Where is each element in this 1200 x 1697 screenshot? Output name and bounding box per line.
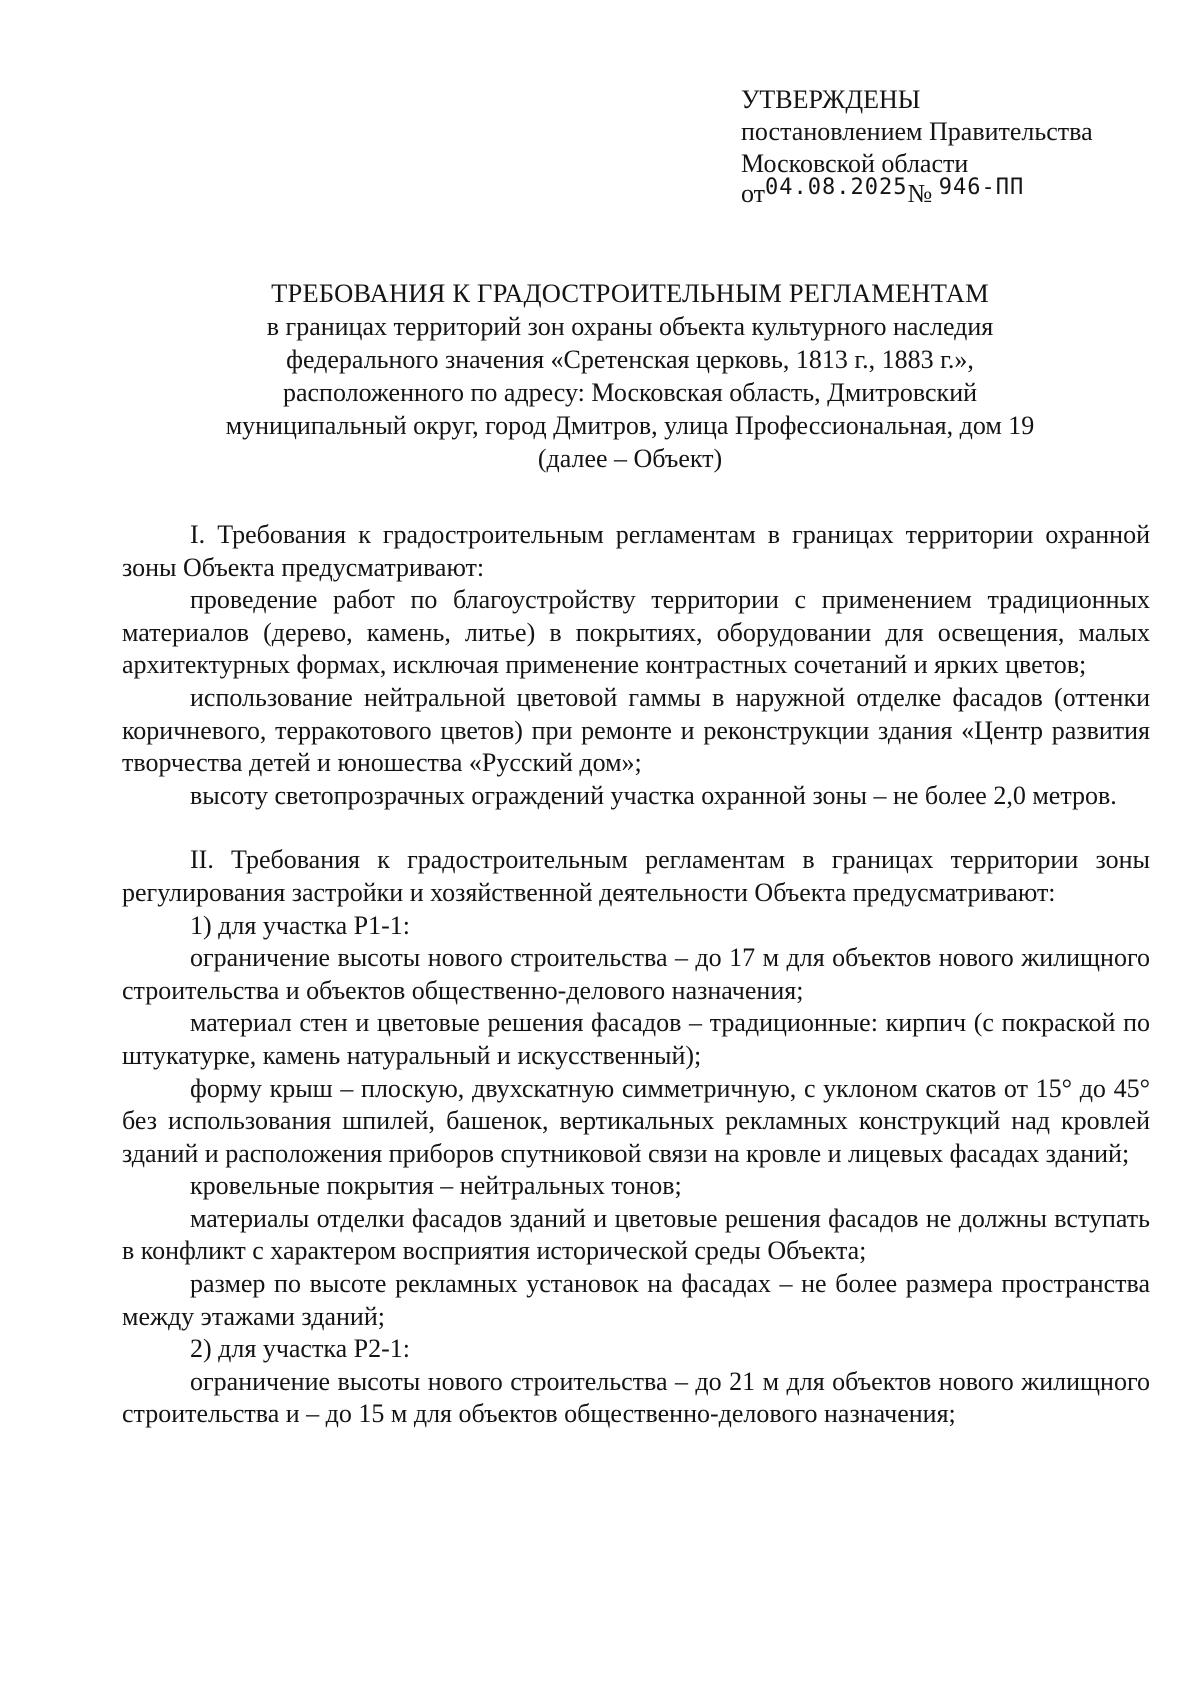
section-1-item-2: использование нейтральной цветовой гаммы в наружной отделке фасадов (оттенки коричневого, терракотового цветов) при ремонте и реконструкции здания «Центр развития творчества детей и юношества «Русский дом»;	[122, 682, 1150, 778]
approval-number: 946-ПП	[938, 175, 1025, 200]
section-1-item-3: высоту светопрозрачных ограждений участка охранной зоны – не более 2,0 метров.	[190, 780, 1117, 810]
subsection-1-item-2: материал стен и цветовые решения фасадов – традиционные: кирпич (с покраской по штукатурке, камень натуральный и искусственный);	[122, 1008, 1150, 1070]
document-title	[140, 277, 1120, 475]
approval-date-line	[741, 175, 1161, 212]
subsection-2-label: 2) для участка Р2-1:	[190, 1334, 410, 1364]
approval-line-1: постановлением Правительства	[741, 117, 1093, 146]
subsection-1-item-1: ограничение высоты нового строительства – до 17 м для объектов нового жилищного строительства и объектов общественно-делового назначения;	[122, 943, 1150, 1005]
subsection-1-item-4: кровельные покрытия – нейтральных тонов;	[190, 1171, 682, 1201]
number-sign: №	[907, 179, 933, 208]
title-line-5: (далее – Объект)	[537, 444, 723, 473]
section-1-heading: I. Требования к градостроительным регламентам в границах территории охранной зоны Объекта предусматривают:	[122, 520, 1150, 582]
approval-heading: УТВЕРЖДЕНЫ	[741, 85, 921, 114]
subsection-1-label: 1) для участка Р1-1:	[190, 910, 410, 940]
approval-stamp-block	[741, 84, 1161, 212]
date-prefix: от	[741, 179, 766, 208]
section-1-item-1: проведение работ по благоустройству территории с применением традиционных материалов (дерево, камень, литье) в покрытиях, оборудовании для освещения, малых архитектурных формах, исключая применение контрастных сочетаний и ярких цветов;	[122, 585, 1150, 680]
approval-line-2: Московской области	[741, 149, 969, 178]
subsection-1-item-6: размер по высоте рекламных установок на фасадах – не более размера пространства между этажами зданий;	[122, 1269, 1150, 1331]
subsection-1-item-3: форму крыш – плоскую, двухскатную симметричную, с уклоном скатов от 15° до 45° без использования шпилей, башенок, вертикальных рекламных конструкций над кровлей зданий и расположения приборов спутниковой связи на кровле и лицевых фасадах зданий;	[122, 1073, 1150, 1168]
subsection-2-item-1: ограничение высоты нового строительства – до 21 м для объектов нового жилищного строительства и – до 15 м для объектов общественно-делового назначения;	[122, 1366, 1150, 1429]
title-line-3: расположенного по адресу: Московская область, Дмитровский	[282, 378, 978, 407]
title-line-4: муниципальный округ, город Дмитров, улица Профессиональная, дом 19	[225, 411, 1035, 440]
title-heading: ТРЕБОВАНИЯ К ГРАДОСТРОИТЕЛЬНЫМ РЕГЛАМЕНТАМ	[271, 278, 989, 308]
section-spacer	[122, 812, 1150, 844]
title-line-2: федерального значения «Сретенская церковь, 1813 г., 1883 г.»,	[286, 345, 974, 374]
section-2-heading: II. Требования к градостроительным регламентам в границах территории зоны регулирования застройки и хозяйственной деятельности Объекта предусматривают:	[122, 845, 1150, 907]
document-body	[122, 519, 1150, 1431]
title-line-1: в границах территорий зон охраны объекта культурного наследия	[266, 312, 994, 341]
subsection-1-item-5: материалы отделки фасадов зданий и цветовые решения фасадов не должны вступать в конфликт с характером восприятия исторической среды Объекта;	[122, 1203, 1150, 1266]
approval-date: 04.08.2025	[765, 175, 908, 200]
